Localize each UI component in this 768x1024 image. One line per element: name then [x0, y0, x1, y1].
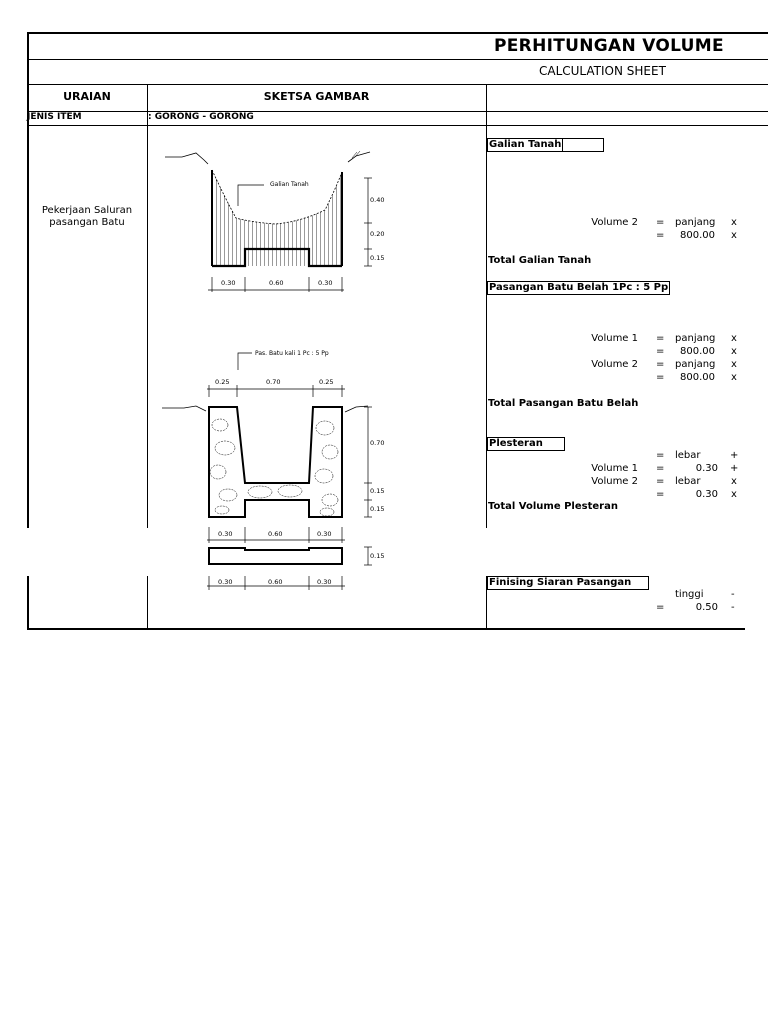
pasangan-row2-eq: = [656, 346, 665, 357]
plesteran-volume2-label: Volume 2 [591, 476, 638, 487]
column-head-divider [27, 111, 768, 112]
table-left-border-lower [27, 576, 29, 629]
jenis-item-label: JENIS ITEM [27, 112, 82, 122]
pasangan-volume1-label: Volume 1 [591, 333, 638, 344]
subtitle-row-divider [27, 84, 768, 85]
galian-tanah-sketch [165, 151, 384, 292]
finising-row2-op: - [731, 602, 735, 613]
galian-label: Galian Tanah [270, 181, 309, 188]
plesteran-volume2-eq: = [656, 476, 665, 487]
plesteran-volume2-op: x [731, 476, 737, 487]
slab-dim: 0.15 [370, 552, 385, 560]
pasangan-volume2-value: panjang [675, 359, 716, 370]
pasangan-side-h2: 0.15 [370, 487, 385, 495]
pasangan-label-leader [238, 353, 252, 370]
galian-volume2-label: Volume 2 [591, 217, 638, 228]
galian-dim-h2: 0.20 [370, 230, 385, 238]
finising-row2-eq: = [656, 602, 665, 613]
slab-bottom-w3: 0.30 [317, 578, 332, 586]
page-title: PERHITUNGAN VOLUME [494, 36, 724, 56]
uraian-line-1: Pekerjaan Saluran [41, 205, 133, 216]
pasangan-bottom-w3: 0.30 [317, 530, 332, 538]
pasangan-bottom-w2: 0.60 [268, 530, 283, 538]
jenis-item-value: : GORONG - GORONG [148, 112, 254, 122]
table-left-border [27, 32, 29, 528]
pasangan-row4-value: 800.00 [680, 372, 715, 383]
uraian-line-2: pasangan Batu [49, 217, 125, 228]
galian-volume2-eq: = [656, 217, 665, 228]
plesteran-row4-op: x [731, 489, 737, 500]
pasangan-volume1-eq: = [656, 333, 665, 344]
plesteran-volume1-op: + [730, 463, 739, 474]
pasangan-row2-op: x [731, 346, 737, 357]
table-bottom-border [27, 628, 745, 630]
galian-dim-w3: 0.30 [318, 279, 333, 287]
pasangan-volume1-value: panjang [675, 333, 716, 344]
pasangan-top-w2: 0.70 [266, 378, 281, 386]
plesteran-row1-value: lebar [675, 450, 701, 461]
title-row-divider [27, 59, 768, 60]
galian-volume2-op: x [731, 217, 737, 228]
pasangan-volume1-op: x [731, 333, 737, 344]
pasangan-top-w3: 0.25 [319, 378, 334, 386]
galian-dim-h1: 0.40 [370, 196, 385, 204]
pasangan-title: Pasangan Batu Belah 1Pc : 5 Pp [489, 282, 669, 293]
galian-volume2-value: panjang [675, 217, 716, 228]
uraian-description [27, 205, 147, 229]
plesteran-row4-eq: = [656, 489, 665, 500]
finising-title: Finising Siaran Pasangan [487, 576, 649, 590]
sketch-drawings [147, 125, 486, 605]
slab-section [209, 548, 342, 564]
pasangan-total: Total Pasangan Batu Belah [488, 398, 639, 409]
pasangan-bottom-w1: 0.30 [218, 530, 233, 538]
finising-row1-value: tinggi [675, 589, 704, 600]
pasangan-side-h3: 0.15 [370, 505, 385, 513]
galian-dim-w1: 0.30 [221, 279, 236, 287]
plesteran-volume1-value: 0.30 [695, 463, 718, 474]
finising-row1-op: - [731, 589, 735, 600]
pasangan-row4-eq: = [656, 372, 665, 383]
column-header-uraian: URAIAN [63, 90, 111, 103]
table-top-border [27, 32, 768, 34]
slab-bottom-w2: 0.60 [268, 578, 283, 586]
pasangan-side-h1: 0.70 [370, 439, 385, 447]
plesteran-total: Total Volume Plesteran [488, 501, 618, 512]
galian-dim-w2: 0.60 [269, 279, 284, 287]
plesteran-row4-value: 0.30 [695, 489, 718, 500]
pasangan-batu-sketch [162, 350, 384, 590]
plesteran-row1-eq: = [656, 450, 665, 461]
galian-dim-h3: 0.15 [370, 254, 385, 262]
galian-title: Galian Tanah [489, 139, 562, 150]
column-header-sketsa: SKETSA GAMBAR [263, 90, 370, 103]
plesteran-volume1-label: Volume 1 [591, 463, 638, 474]
galian-row2-op: x [731, 230, 737, 241]
pasangan-volume2-op: x [731, 359, 737, 370]
plesteran-row1-op: + [730, 450, 739, 461]
plesteran-volume2-value: lebar [675, 476, 701, 487]
galian-row2-value: 800.00 [680, 230, 715, 241]
galian-row2-eq: = [656, 230, 665, 241]
pasangan-label: Pas. Batu kali 1 Pc : 5 Pp [255, 350, 329, 357]
pasangan-row4-op: x [731, 372, 737, 383]
galian-title-empty-cell [562, 138, 604, 152]
pasangan-row2-value: 800.00 [680, 346, 715, 357]
galian-total: Total Galian Tanah [488, 255, 592, 266]
pasangan-top-w1: 0.25 [215, 378, 230, 386]
finising-row2-value: 0.50 [695, 602, 718, 613]
pasangan-volume2-eq: = [656, 359, 665, 370]
plesteran-volume1-eq: = [656, 463, 665, 474]
page-subtitle: CALCULATION SHEET [539, 64, 666, 78]
pasangan-volume2-label: Volume 2 [591, 359, 638, 370]
plesteran-title: Plesteran [487, 437, 565, 451]
slab-bottom-w1: 0.30 [218, 578, 233, 586]
